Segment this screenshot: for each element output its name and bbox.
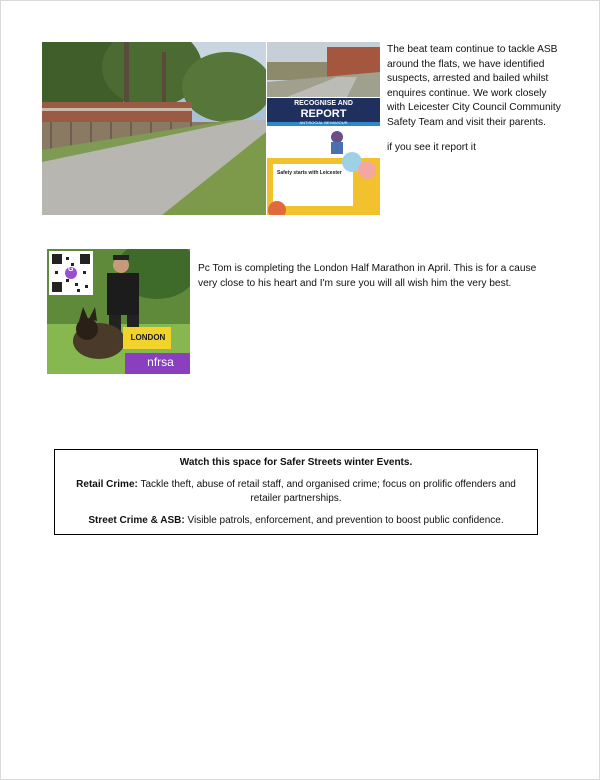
london-badge: LONDON xyxy=(130,333,166,342)
safety-card-heading: Safety starts with Leicester xyxy=(277,170,342,176)
street-crime-line xyxy=(69,514,523,529)
street-photo xyxy=(42,42,266,215)
poster-title-line1: RECOGNISE AND xyxy=(294,100,353,107)
poster-collage xyxy=(267,42,380,215)
qr-letter: G xyxy=(68,266,74,273)
asb-article xyxy=(387,43,562,165)
poster-subtitle: ANTISOCIAL BEHAVIOUR xyxy=(299,120,348,125)
safer-streets-box xyxy=(54,449,538,535)
asb-paragraph: The beat team continue to tackle ASB around the flats, we have identified suspects, arrested and bailed whilst enquires continue. We work closely with Leicester City Council Community Safety Team and visit their parents. xyxy=(387,44,561,128)
street-label: Street Crime & ASB: xyxy=(88,514,185,526)
report-footer: if you see it report it xyxy=(387,141,476,153)
retail-text: Tackle theft, abuse of retail staff, and organised crime; focus on prolific offenders and retailer partnerships. xyxy=(137,478,516,504)
officer-dog-photo xyxy=(47,249,190,374)
street-text: Visible patrols, enforcement, and prevention to boost public confidence. xyxy=(184,514,504,526)
nfrsa-logo: nfrsa xyxy=(147,355,174,369)
poster-title-line2: REPORT xyxy=(300,108,347,120)
marathon-article: Pc Tom is completing the London Half Marathon in April. This is for a cause very close to his heart and I'm sure you will all wish him the very best. xyxy=(198,263,537,289)
poster-title xyxy=(267,100,380,125)
retail-crime-line xyxy=(69,478,523,507)
retail-label: Retail Crime: xyxy=(76,478,138,490)
box-heading: Watch this space for Safer Streets winter Events. xyxy=(179,457,413,468)
